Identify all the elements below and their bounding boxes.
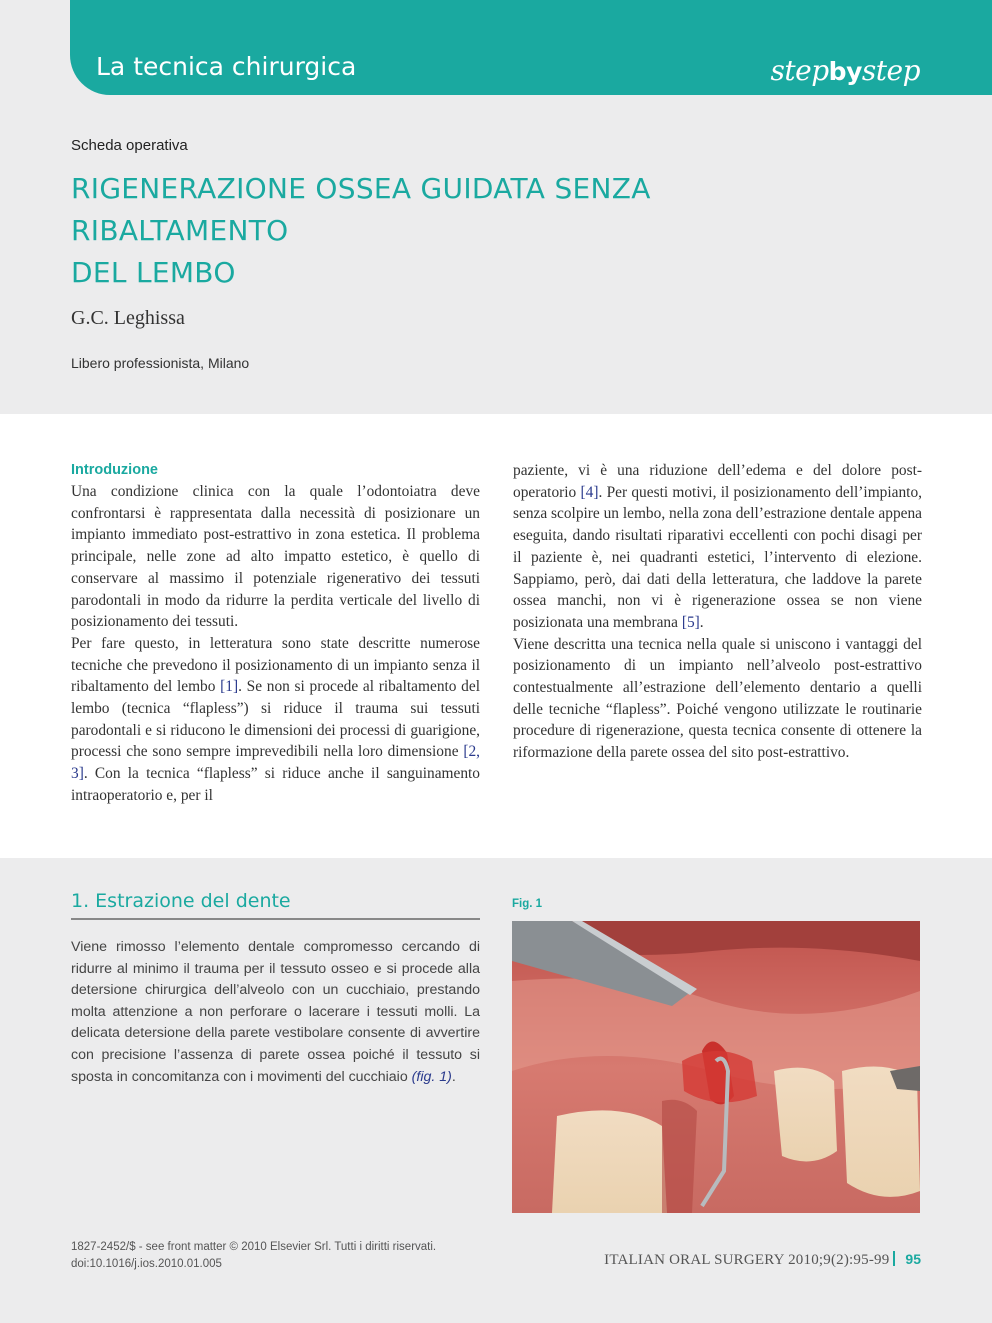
footer-journal (604, 1251, 921, 1269)
section-title: La tecnica chirurgica (96, 52, 357, 81)
brand-part-2: by (828, 57, 862, 86)
intro-p2-text-a: Per fare questo, in letteratura sono state descritte numerose tecniche che prevedono il posizionamento di un impianto senza il ribaltamento del lembo (71, 634, 480, 696)
citation-link[interactable]: [5] (681, 613, 700, 631)
footer-copyright (71, 1239, 436, 1273)
intro-p2-text-b: . Se non si procede al ribaltamento del lembo (tecnica “flapless”) si riduce il trauma sui tessuti parodontali e si riducono le dimensioni dei processi di guarigione, processi che sono sempre imprevedibili nella loro dimensione (71, 678, 480, 761)
intro-p2-text-e: . (699, 613, 704, 631)
intro-p2-text-c-left: . Con la tecnica “flapless” si riduce anche il sanguinamento intraoperatorio e, per il (71, 765, 480, 804)
step-body (71, 937, 480, 1088)
page-number: 95 (905, 1251, 921, 1267)
affiliation: Libero professionista, Milano (71, 355, 250, 371)
step-body-text: Viene rimosso l’elemento dentale compromesso cercando di ridurre al minimo il trauma per il tessuto osseo e si procede alla detersione chirurgica dell’alveolo con un cucchiaio, prestando molta attenzione a non perforare o lacerare i tessuti molli. La delicata detersione della parete vestibolare consente di avvertire con precisione l’assenza di parete ossea poiché il tessuto si sposta in concomitanza con i movimenti del cucchiaio (71, 939, 480, 1085)
intro-paragraph-3: Viene descritta una tecnica nella quale si uniscono i vantaggi del posizionamento di un impianto nell’alveolo post-estrattivo contestualmente all’estrazione dell’elemento dentario a quelli delle tecniche “flapless”. Poiché vengono utilizzate le routinarie procedure di rigenerazione, questa tecnica consente di ottenere la riformazione della parete ossea del sito post-estrattivo. (513, 635, 922, 762)
intro-p2-text-c-right: paziente, vi è una riduzione dell’edema e del dolore post-operatorio (513, 462, 922, 501)
article-title (71, 168, 851, 294)
intro-paragraph-2 (71, 633, 480, 807)
figure-label: Fig. 1 (512, 898, 543, 910)
step-body-end: . (451, 1068, 456, 1085)
intro-paragraph-1: Una condizione clinica con la quale l’odontoiatra deve confrontarsi è rappresentata dalla necessità di posizionare un impianto immediato post-estrattivo in zona estetica. Il problema principale, nelle zone ad alto impatto estetico, è quello di conservare al massimo il potenziale rigenerativo dei tessuti parodontali in modo da ridurre la perdita verticale del livello di posizionamento dei tessuti. (71, 483, 480, 631)
article-title-line-1: RIGENERAZIONE OSSEA GUIDATA SENZA RIBALTAMENTO (71, 172, 651, 247)
footer-doi: doi:10.1016/j.ios.2010.01.005 (71, 1258, 222, 1270)
kicker: Scheda operativa (71, 137, 188, 154)
citation-link[interactable]: [1] (220, 678, 239, 696)
intro-paragraph-2-continued (513, 460, 922, 634)
citation-link[interactable]: [4] (580, 483, 599, 501)
footer-line-1: 1827-2452/$ - see front matter © 2010 Elsevier Srl. Tutti i diritti riservati. (71, 1241, 437, 1253)
brand-logo (771, 54, 920, 87)
clinical-photo-illustration (512, 921, 920, 1213)
brand-part-1: step (770, 54, 829, 87)
intro-p2-text-d: . Per questi motivi, il posizionamento dell’impianto, senza scolpire un lembo, nella zona dell’estrazione dentale appena eseguita, dando risultati riparativi eccellenti con pochi disagi per il paziente è, nei quadranti estetici, l’intervento di elezione. Sappiamo, però, dai dati della letteratura, che laddove la parete ossea manchi, non vi è rigenerazione ossea se non viene posizionata una membrana (513, 483, 922, 631)
journal-citation: ITALIAN ORAL SURGERY 2010;9(2):95-99 (604, 1252, 890, 1268)
figure-1-photo (512, 921, 920, 1213)
step-heading: 1. Estrazione del dente (71, 890, 480, 920)
author: G.C. Leghissa (71, 307, 185, 329)
figure-reference-link[interactable]: (fig. 1) (411, 1068, 452, 1085)
article-title-line-2: DEL LEMBO (71, 256, 236, 289)
header-tab (70, 0, 992, 95)
column-left (71, 460, 480, 807)
footer-divider (893, 1251, 895, 1266)
brand-part-3: step (861, 54, 920, 87)
intro-heading: Introduzione (71, 462, 158, 478)
citation-link[interactable]: [2, 3] (71, 743, 480, 783)
column-right (513, 460, 922, 764)
